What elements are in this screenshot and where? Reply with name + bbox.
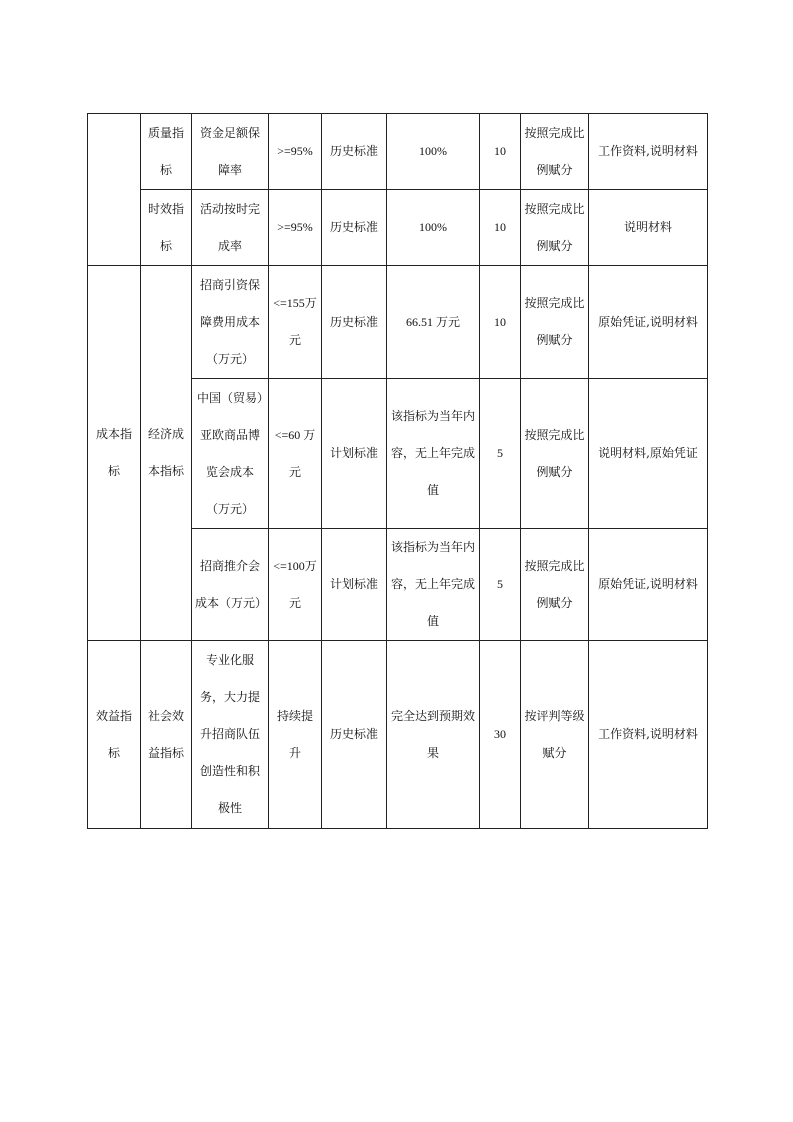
target-value: <=60 万元 [269,379,322,529]
evidence-material: 说明材料 [589,190,708,266]
level1-cell [88,114,141,266]
level2-indicator: 时效指标 [141,190,192,266]
scoring-method: 按照完成比例赋分 [521,266,589,379]
level1-indicator: 效益指标 [88,641,141,829]
score-value: 5 [480,529,521,641]
score-value: 5 [480,379,521,529]
historical-value: 完全达到预期效果 [387,641,480,829]
target-value: >=95% [269,190,322,266]
table-row [88,114,708,190]
scoring-method: 按评判等级赋分 [521,641,589,829]
scoring-method: 按照完成比例赋分 [521,529,589,641]
standard-type: 历史标准 [322,266,387,379]
evidence-material: 工作资料,说明材料 [589,641,708,829]
historical-value: 66.51 万元 [387,266,480,379]
level1-indicator: 成本指标 [88,266,141,641]
table-row [88,266,708,379]
evidence-material: 工作资料,说明材料 [589,114,708,190]
target-value: <=100万元 [269,529,322,641]
standard-type: 历史标准 [322,641,387,829]
performance-indicator-table [87,113,708,829]
indicator-name: 资金足额保障率 [192,114,269,190]
indicator-name: 招商推介会成本（万元） [192,529,269,641]
scoring-method: 按照完成比例赋分 [521,114,589,190]
target-value: <=155万元 [269,266,322,379]
scoring-method: 按照完成比例赋分 [521,379,589,529]
table-row [88,641,708,829]
scoring-method: 按照完成比例赋分 [521,190,589,266]
score-value: 30 [480,641,521,829]
score-value: 10 [480,190,521,266]
level2-indicator: 质量指标 [141,114,192,190]
historical-value: 该指标为当年内容，无上年完成值 [387,379,480,529]
indicator-name: 招商引资保障费用成本（万元） [192,266,269,379]
evidence-material: 说明材料,原始凭证 [589,379,708,529]
indicator-name: 专业化服务，大力提升招商队伍创造性和积极性 [192,641,269,829]
level2-indicator: 社会效益指标 [141,641,192,829]
standard-type: 计划标准 [322,529,387,641]
historical-value: 该指标为当年内容，无上年完成值 [387,529,480,641]
score-value: 10 [480,114,521,190]
indicator-name: 中国（贸易）亚欧商品博览会成本（万元） [192,379,269,529]
historical-value: 100% [387,190,480,266]
evidence-material: 原始凭证,说明材料 [589,529,708,641]
historical-value: 100% [387,114,480,190]
standard-type: 历史标准 [322,190,387,266]
standard-type: 历史标准 [322,114,387,190]
standard-type: 计划标准 [322,379,387,529]
table-row [88,190,708,266]
level2-indicator: 经济成本指标 [141,266,192,641]
evidence-material: 原始凭证,说明材料 [589,266,708,379]
target-value: >=95% [269,114,322,190]
indicator-name: 活动按时完成率 [192,190,269,266]
score-value: 10 [480,266,521,379]
target-value: 持续提升 [269,641,322,829]
